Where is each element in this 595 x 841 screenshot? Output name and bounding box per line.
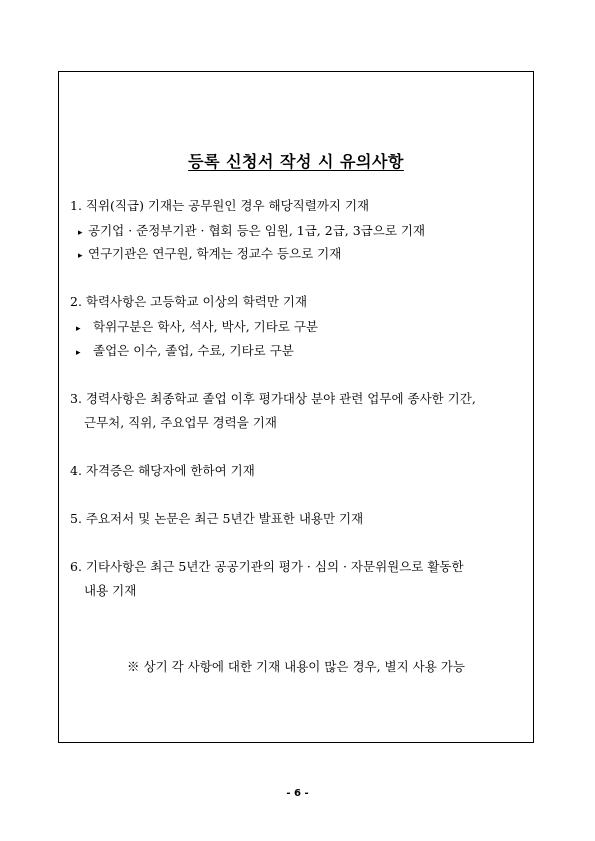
triangle-bullet-icon: ▸ [76,348,81,358]
item-5: 5. 주요저서 및 논문은 최근 5년간 발표한 내용만 기재 [70,511,364,526]
page-number: - 6 - [286,788,309,799]
item-1: 1. 직위(직급) 기재는 공무원인 경우 해당직렬까지 기재 [70,198,370,213]
item-6-continuation: 내용 기재 [84,583,137,598]
triangle-bullet-icon: ▸ [78,228,83,238]
item-6: 6. 기타사항은 최근 5년간 공공기관의 평가 · 심의 · 자문위원으로 활동한 [70,559,464,574]
item-3: 3. 경력사항은 최종학교 졸업 이후 평가대상 분야 관련 업무에 종사한 기간, [70,391,476,406]
item-2: 2. 학력사항은 고등학교 이상의 학력만 기재 [70,294,308,309]
item-3-continuation: 근무처, 직위, 주요업무 경력을 기재 [84,415,277,430]
item-2-sub-1: ▸ 학위구분은 학사, 석사, 박사, 기타로 구분 [76,319,318,337]
item-1-sub-1: ▸ 공기업 · 준정부기관 · 협회 등은 임원, 1급, 2급, 3급으로 기재 [78,223,425,241]
item-1-sub-2: ▸ 연구기관은 연구원, 학계는 정교수 등으로 기재 [78,246,341,264]
triangle-bullet-icon: ▸ [78,251,83,261]
item-2-sub-2: ▸ 졸업은 이수, 졸업, 수료, 기타로 구분 [76,343,294,361]
triangle-bullet-icon: ▸ [76,324,81,334]
document-title: 등록 신청서 작성 시 유의사항 [188,152,404,171]
footnote: ※ 상기 각 사항에 대한 기재 내용이 많은 경우, 별지 사용 가능 [127,659,465,674]
notice-box [58,71,534,743]
item-4: 4. 자격증은 해당자에 한하여 기재 [70,463,255,478]
